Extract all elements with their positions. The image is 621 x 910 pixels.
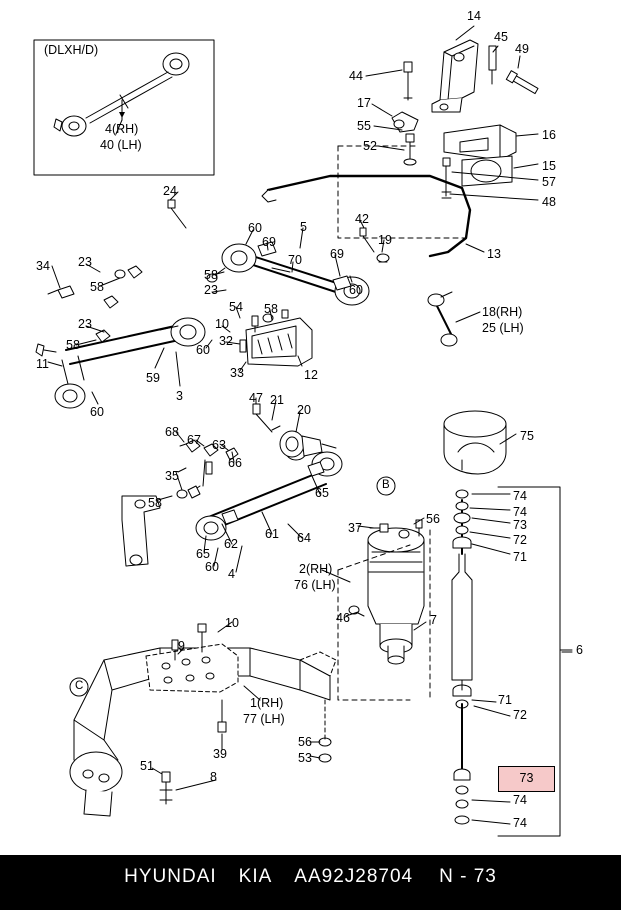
footer-text: [0, 866, 621, 888]
callout-65-b: 65: [196, 547, 210, 561]
callout-75: 75: [520, 429, 534, 443]
callout-65-a: 65: [315, 486, 329, 500]
callout-60-c: 60: [196, 343, 210, 357]
callout-7: 7: [430, 613, 437, 627]
callout-53: 53: [298, 751, 312, 765]
callout-48: 48: [542, 195, 556, 209]
callout-39: 39: [213, 747, 227, 761]
callout-18rh: 18(RH): [482, 305, 523, 319]
callout-section-c: C: [75, 680, 84, 692]
callout-70: 70: [288, 253, 302, 267]
callout-67: 67: [187, 433, 201, 447]
callout-8: 8: [210, 770, 217, 784]
callout-35: 35: [165, 469, 179, 483]
callout-40lh: 40 (LH): [100, 138, 142, 152]
callout-60-d: 60: [90, 405, 104, 419]
callout-74-b: 74: [513, 505, 527, 519]
callout-11: 11: [36, 357, 49, 371]
callout-46: 46: [336, 611, 350, 625]
inset-title: (DLXH/D): [44, 43, 99, 57]
callout-74-a: 74: [513, 489, 527, 503]
callout-37: 37: [348, 521, 362, 535]
callout-16: 16: [542, 128, 556, 142]
callout-51: 51: [140, 759, 154, 773]
page-number: N - 73: [439, 866, 497, 887]
callout-section-b: B: [382, 479, 390, 491]
callout-58-a: 58: [90, 280, 104, 294]
callout-47: 47: [249, 391, 263, 405]
callout-56-b: 56: [298, 735, 312, 749]
callout-33: 33: [230, 366, 244, 380]
callout-58-b: 58: [204, 268, 218, 282]
callout-69-b: 69: [330, 247, 344, 261]
callout-17: 17: [357, 96, 371, 110]
callout-68: 68: [165, 425, 179, 439]
callout-71-b: 71: [498, 693, 512, 707]
callout-2rh: 2(RH): [299, 562, 333, 576]
callout-60-b: 60: [349, 283, 363, 297]
callout-74-c: 74: [513, 793, 527, 807]
callout-63: 63: [212, 438, 226, 452]
callout-71-a: 71: [513, 550, 527, 564]
callout-9: 9: [178, 639, 185, 653]
callout-21: 21: [270, 393, 284, 407]
callout-5: 5: [300, 220, 307, 234]
highlighted-part-73[interactable]: [498, 766, 555, 792]
callout-32: 32: [219, 334, 233, 348]
callout-60-a: 60: [248, 221, 262, 235]
callout-23-b: 23: [204, 283, 218, 297]
callout-64: 64: [297, 531, 311, 545]
callout-34: 34: [36, 259, 50, 273]
callout-25lh: 25 (LH): [482, 321, 524, 335]
callout-6: 6: [576, 643, 583, 657]
callout-57: 57: [542, 175, 556, 189]
callout-76lh: 76 (LH): [294, 578, 336, 592]
part-number: AA92J28704: [294, 866, 414, 887]
callout-54: 54: [229, 300, 243, 314]
callout-15: 15: [542, 159, 556, 173]
callout-74-d: 74: [513, 816, 527, 830]
callout-72-a: 72: [513, 533, 527, 547]
callout-61: 61: [265, 527, 279, 541]
brand-hyundai: HYUNDAI: [124, 866, 217, 887]
callout-24: 24: [163, 184, 177, 198]
callout-12: 12: [304, 368, 318, 382]
callout-3: 3: [176, 389, 183, 403]
callout-19: 19: [378, 233, 392, 247]
callout-14: 14: [467, 9, 481, 23]
callout-60-e: 60: [205, 560, 219, 574]
callout-23-a: 23: [78, 255, 92, 269]
callout-58-c: 58: [264, 302, 278, 316]
callout-10-b: 10: [225, 616, 239, 630]
highlight-label: 73: [519, 771, 534, 785]
callout-56-a: 56: [426, 512, 440, 526]
callout-1rh: 1(RH): [250, 696, 284, 710]
callout-55: 55: [357, 119, 371, 133]
callout-58-d: 58: [66, 338, 80, 352]
callout-4-b: 4: [228, 567, 235, 581]
callout-72-b: 72: [513, 708, 527, 722]
callout-23-c: 23: [78, 317, 92, 331]
callout-4rh: 4(RH): [105, 122, 139, 136]
brand-kia: KIA: [238, 866, 273, 887]
callout-49: 49: [515, 42, 529, 56]
callout-66: 66: [228, 456, 242, 470]
callout-59: 59: [146, 371, 160, 385]
callout-13: 13: [487, 247, 501, 261]
callout-20: 20: [297, 403, 311, 417]
callout-77lh: 77 (LH): [243, 712, 285, 726]
callout-42: 42: [355, 212, 369, 226]
callout-58-e: 58: [148, 496, 162, 510]
callout-62: 62: [224, 537, 238, 551]
callout-73-a: 73: [513, 518, 527, 532]
callout-10-a: 10: [215, 317, 229, 331]
callout-52: 52: [363, 139, 377, 153]
callout-44: 44: [349, 69, 363, 83]
callout-69-a: 69: [262, 235, 276, 249]
callout-45: 45: [494, 30, 508, 44]
